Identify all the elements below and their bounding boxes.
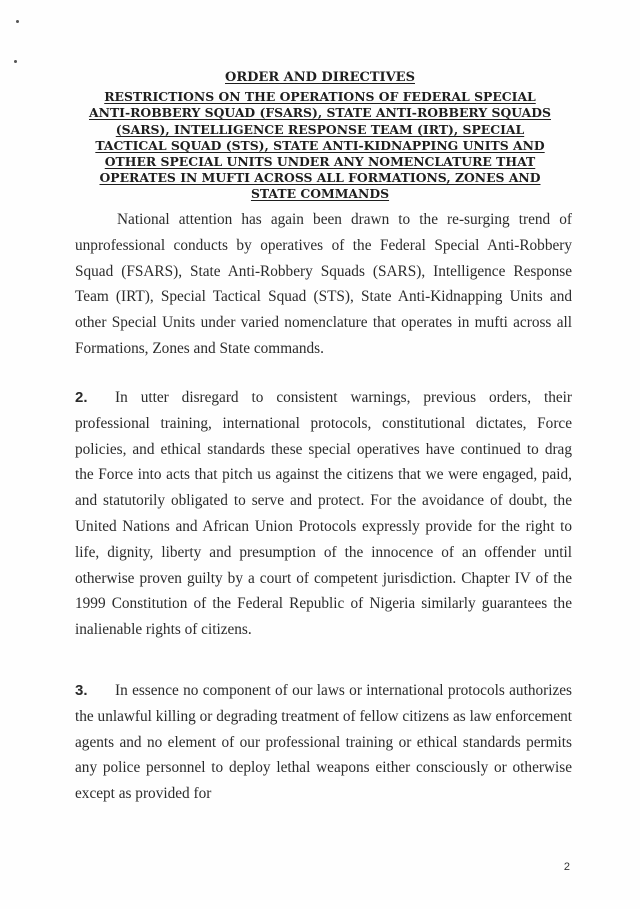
paragraph-text: National attention has again been drawn to the re-surging trend of unprofessional conducts by operatives of the Federal Special Anti-Robbery Squad (FSARS), State Anti-Robbery Squads (SARS), Intelligence Response Team (IRT), Special Tactical Squad (STS), State Anti-Kidnapping Units and other Special Units under varied nomenclature that operates in mufti across all Formations, Zones and State commands.	[75, 211, 572, 357]
heading-subtitle-line: (SARS), INTELLIGENCE RESPONSE TEAM (IRT), SPECIAL	[115, 121, 525, 137]
heading-subtitle-line: ANTI-ROBBERY SQUAD (FSARS), STATE ANTI-ROBBERY SQUADS	[89, 105, 551, 121]
heading-subtitle-line: OTHER SPECIAL UNITS UNDER ANY NOMENCLATURE THAT	[104, 154, 536, 170]
paragraph-number: 2.	[75, 389, 88, 406]
heading-subtitle-line: TACTICAL SQUAD (STS), STATE ANTI-KIDNAPPING UNITS AND	[95, 137, 545, 153]
paragraph-text: In essence no component of our laws or international protocols authorizes the unlawful killing or degrading treatment of fellow citizens as law enforcement agents and no element of our professional training or ethical standards permits any police personnel to deploy lethal weapons either consciously or otherwise except as provided for	[75, 682, 572, 803]
heading-title: ORDER AND DIRECTIVES	[225, 70, 415, 85]
scan-speck	[16, 20, 19, 23]
scan-speck	[14, 60, 17, 63]
paragraph-3	[75, 678, 572, 807]
paragraph-text: In utter disregard to consistent warnings, previous orders, their professional training, international protocols, constitutional dictates, Force policies, and ethical standards these special operatives have continued to drag the Force into acts that pitch us against the citizens that we were engaged, paid, and statutorily obligated to serve and protect. For the avoidance of doubt, the United Nations and African Union Protocols expressly provide for the right to life, dignity, liberty and presumption of the innocence of an offender until otherwise proven guilty by a court of competent jurisdiction. Chapter IV of the 1999 Constitution of the Federal Republic of Nigeria similarly guarantees the inalienable rights of citizens.	[75, 389, 572, 639]
heading-subtitle-line: RESTRICTIONS ON THE OPERATIONS OF FEDERAL SPECIAL	[104, 89, 536, 105]
document-heading	[60, 70, 580, 203]
page-number: 2	[563, 861, 570, 873]
heading-subtitle-line: STATE COMMANDS	[250, 186, 390, 202]
paragraph-number: 3.	[75, 682, 88, 699]
paragraph-2	[75, 385, 572, 643]
heading-subtitle-line: OPERATES IN MUFTI ACROSS ALL FORMATIONS, ZONES AND	[99, 170, 541, 186]
paragraph-1	[75, 207, 572, 362]
